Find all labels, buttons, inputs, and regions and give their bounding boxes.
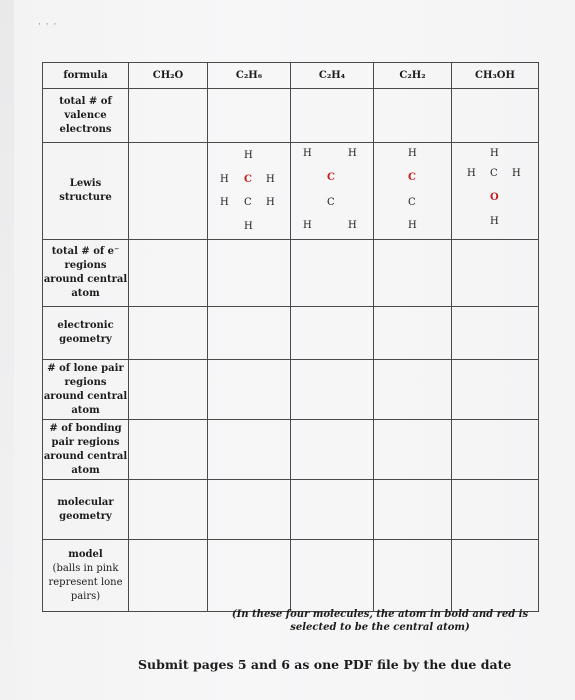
row-label-valence: total # of valence electrons xyxy=(43,89,129,143)
corner-marks: · · · xyxy=(38,20,58,30)
lewis-c2h2[interactable] xyxy=(374,143,452,240)
answer-cell[interactable] xyxy=(452,540,539,612)
answer-cell[interactable] xyxy=(129,420,208,480)
atom-h: H xyxy=(303,220,312,231)
answer-cell[interactable] xyxy=(374,480,452,540)
atom-c: C xyxy=(490,168,498,179)
answer-cell[interactable] xyxy=(452,240,539,307)
answer-cell[interactable] xyxy=(452,307,539,360)
atom-h: H xyxy=(490,216,499,227)
lewis-ch2o[interactable] xyxy=(129,143,208,240)
answer-cell[interactable] xyxy=(374,89,452,143)
answer-cell[interactable] xyxy=(291,480,374,540)
model-title: model xyxy=(68,548,103,560)
atom-h: H xyxy=(266,174,275,185)
answer-cell[interactable] xyxy=(129,89,208,143)
answer-cell[interactable] xyxy=(291,307,374,360)
lewis-c2h6-structure xyxy=(208,143,290,239)
atom-c: C xyxy=(244,197,252,208)
atom-h: H xyxy=(303,148,312,159)
answer-cell[interactable] xyxy=(208,540,291,612)
atom-h: H xyxy=(244,150,253,161)
atom-h: H xyxy=(408,148,417,159)
submit-instruction: Submit pages 5 and 6 as one PDF file by the due date xyxy=(138,657,512,672)
answer-cell[interactable] xyxy=(291,89,374,143)
answer-cell[interactable] xyxy=(129,240,208,307)
header-ch2o: CH₂O xyxy=(129,63,208,89)
answer-cell[interactable] xyxy=(208,89,291,143)
atom-c-central: C xyxy=(327,172,335,183)
header-c2h4: C₂H₄ xyxy=(291,63,374,89)
atom-o-central: O xyxy=(490,192,499,203)
answer-cell[interactable] xyxy=(208,360,291,420)
header-c2h6: C₂H₆ xyxy=(208,63,291,89)
row-label-molecular-geometry: molecular geometry xyxy=(43,480,129,540)
answer-cell[interactable] xyxy=(208,240,291,307)
atom-h: H xyxy=(490,148,499,159)
lewis-c2h6[interactable] xyxy=(208,143,291,240)
answer-cell[interactable] xyxy=(129,480,208,540)
answer-cell[interactable] xyxy=(291,360,374,420)
answer-cell[interactable] xyxy=(208,420,291,480)
atom-h: H xyxy=(348,148,357,159)
model-note: (balls in pink represent lone pairs) xyxy=(48,562,123,602)
answer-cell[interactable] xyxy=(129,540,208,612)
row-label-bonding-pair: # of bonding pair regions around central atom xyxy=(43,420,129,480)
answer-cell[interactable] xyxy=(208,480,291,540)
atom-h: H xyxy=(512,168,521,179)
atom-h: H xyxy=(348,220,357,231)
answer-cell[interactable] xyxy=(452,360,539,420)
row-label-model xyxy=(43,540,129,612)
answer-cell[interactable] xyxy=(452,89,539,143)
table-row xyxy=(43,307,539,360)
lewis-ch3oh[interactable] xyxy=(452,143,539,240)
answer-cell[interactable] xyxy=(208,307,291,360)
row-label-electronic-geometry: electronic geometry xyxy=(43,307,129,360)
table-row xyxy=(43,360,539,420)
atom-c: C xyxy=(327,197,335,208)
lewis-c2h4-structure xyxy=(291,143,373,239)
atom-c: C xyxy=(408,197,416,208)
table-row xyxy=(43,540,539,612)
molecule-geometry-table xyxy=(42,62,539,612)
answer-cell[interactable] xyxy=(291,540,374,612)
answer-cell[interactable] xyxy=(129,360,208,420)
central-atom-note: (In these four molecules, the atom in bold and red is selected to be the central atom) xyxy=(231,609,529,633)
atom-h: H xyxy=(266,197,275,208)
answer-cell[interactable] xyxy=(291,240,374,307)
row-label-lewis: Lewis structure xyxy=(43,143,129,240)
lewis-ch3oh-structure xyxy=(452,143,538,239)
table-row xyxy=(43,420,539,480)
answer-cell[interactable] xyxy=(452,480,539,540)
header-c2h2: C₂H₂ xyxy=(374,63,452,89)
answer-cell[interactable] xyxy=(291,420,374,480)
answer-cell[interactable] xyxy=(374,420,452,480)
header-ch3oh: CH₃OH xyxy=(452,63,539,89)
table-row xyxy=(43,143,539,240)
atom-h: H xyxy=(220,174,229,185)
atom-h: H xyxy=(220,197,229,208)
atom-h: H xyxy=(467,168,476,179)
table-row xyxy=(43,240,539,307)
table-row xyxy=(43,89,539,143)
answer-cell[interactable] xyxy=(129,307,208,360)
header-row xyxy=(43,63,539,89)
atom-h: H xyxy=(408,220,417,231)
atom-h: H xyxy=(244,221,253,232)
answer-cell[interactable] xyxy=(452,420,539,480)
atom-c-central: C xyxy=(244,174,252,185)
answer-cell[interactable] xyxy=(374,307,452,360)
answer-cell[interactable] xyxy=(374,360,452,420)
table-row xyxy=(43,480,539,540)
row-label-regions: total # of e⁻ regions around central atom xyxy=(43,240,129,307)
atom-c-central: C xyxy=(408,172,416,183)
lewis-c2h2-structure xyxy=(374,143,451,239)
answer-cell[interactable] xyxy=(374,540,452,612)
answer-cell[interactable] xyxy=(374,240,452,307)
header-formula: formula xyxy=(43,63,129,89)
row-label-lone-pair: # of lone pair regions around central atom xyxy=(43,360,129,420)
lewis-c2h4[interactable] xyxy=(291,143,374,240)
